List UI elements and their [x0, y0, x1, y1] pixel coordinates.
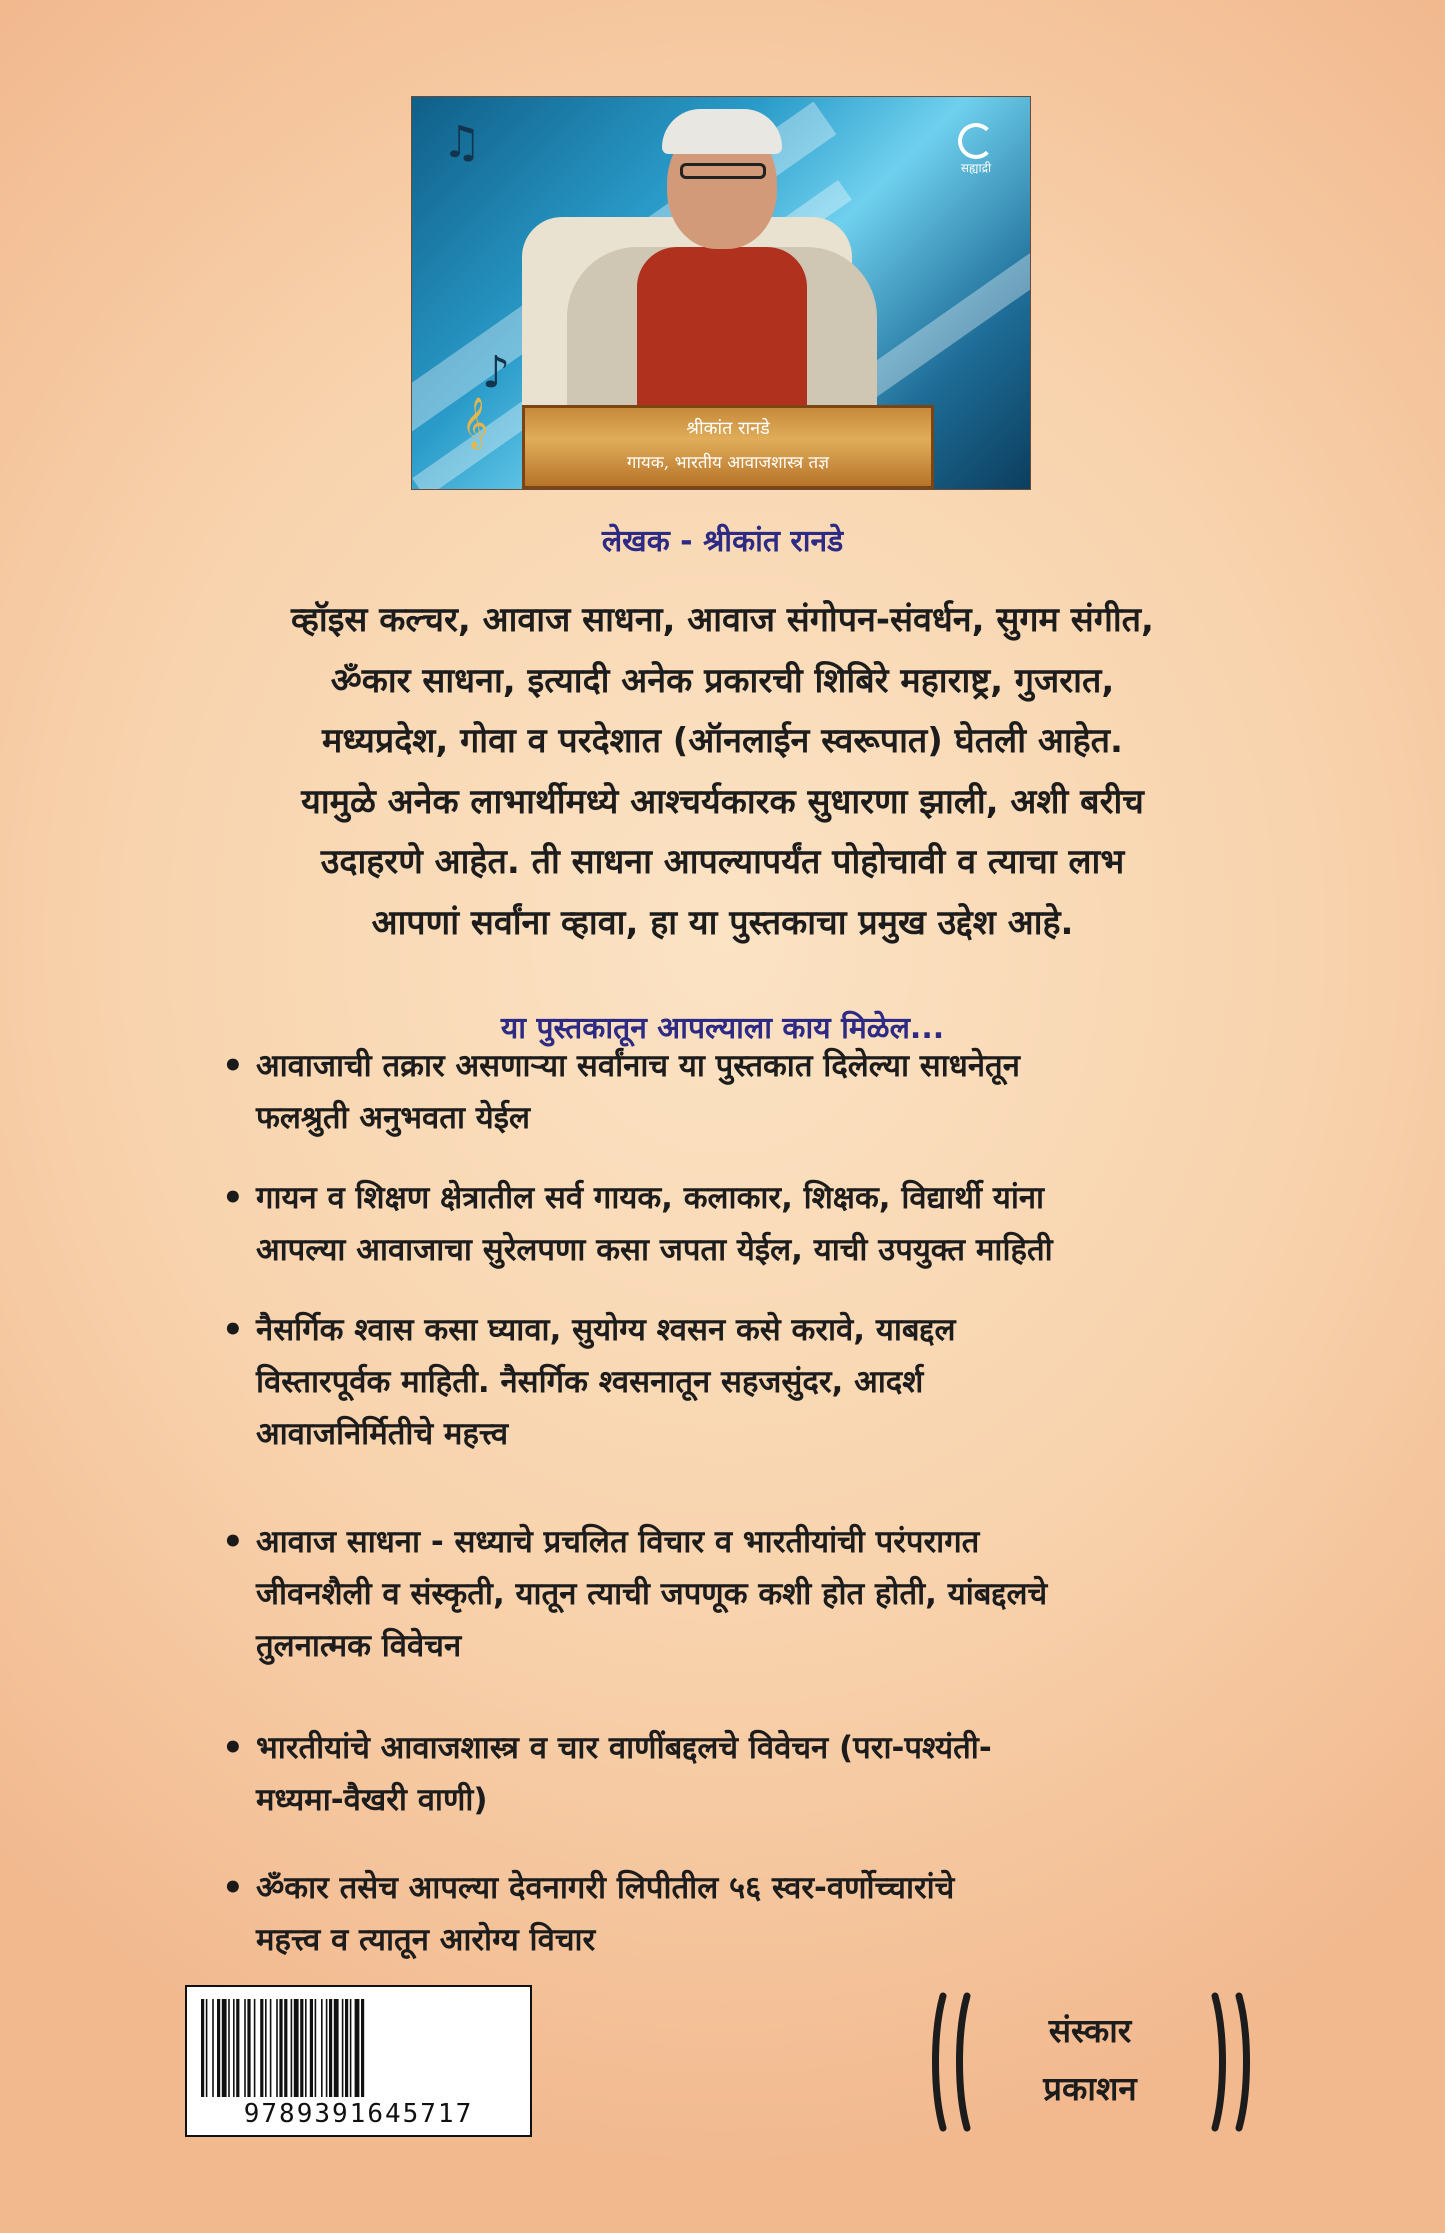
- barcode-bar: [342, 1999, 344, 2097]
- barcode-bar: [201, 1999, 204, 2097]
- barcode-bar: [206, 1999, 208, 2097]
- list-item-line: आवाज साधना - सध्याचे प्रचलित विचार व भारतीयांची परंपरागत: [256, 1524, 980, 1560]
- barcode-bar: [233, 1999, 235, 2097]
- publisher-name-line1: संस्कार: [1048, 2011, 1132, 2050]
- bullet-icon: •: [222, 1868, 244, 1908]
- barcode-bar: [355, 1999, 360, 2097]
- list-item: [222, 1516, 1242, 1672]
- barcode-bar: [345, 1999, 348, 2097]
- barcode-bar: [310, 1999, 313, 2097]
- barcode-bar: [276, 1999, 278, 2097]
- channel-logo-text: सह्याद्री: [960, 161, 992, 175]
- barcode-bar: [236, 1999, 239, 2097]
- barcode-bar: [270, 1999, 272, 2097]
- barcode-bar: [291, 1999, 293, 2097]
- barcode-bar: [300, 1999, 303, 2097]
- barcode-bar: [329, 1999, 332, 2097]
- list-item-line: फलश्रुती अनुभवता येईल: [256, 1100, 530, 1136]
- bullet-icon: •: [222, 1178, 244, 1218]
- barcode-bar: [222, 1999, 227, 2097]
- music-note-icon: ♪: [482, 347, 511, 398]
- list-item: [222, 1304, 1242, 1460]
- bullet-icon: •: [222, 1310, 244, 1350]
- barcode-bar: [321, 1999, 323, 2097]
- barcode-bar: [265, 1999, 267, 2097]
- channel-logo: [946, 123, 1006, 183]
- list-item-line: विस्तारपूर्वक माहिती. नैसर्गिक श्वसनातून सहजसुंदर, आदर्श: [256, 1364, 924, 1400]
- doordarshan-logo-icon: [958, 123, 994, 159]
- barcode-bar: [260, 1999, 263, 2097]
- barcode-bar: [334, 1999, 339, 2097]
- list-item-line: जीवनशैली व संस्कृती, यातून त्याची जपणूक कशी होत होती, यांबद्दलचे: [256, 1576, 1048, 1612]
- bullet-icon: •: [222, 1046, 244, 1086]
- barcode-bar: [284, 1999, 287, 2097]
- caption-role: गायक, भारतीय आवाजशास्त्र तज्ञ: [626, 453, 830, 473]
- isbn-barcode: [185, 1985, 532, 2137]
- barcode-bar: [217, 1999, 220, 2097]
- list-item-line: भारतीयांचे आवाजशास्त्र व चार वाणींबद्दलचे विवेचन (परा-पश्यंती-: [256, 1730, 992, 1766]
- barcode-bar: [212, 1999, 214, 2097]
- list-item-line: आपल्या आवाजाचा सुरेलपणा कसा जपता येईल, याची उपयुक्त माहिती: [256, 1232, 1053, 1268]
- list-item: [222, 1172, 1242, 1276]
- caption-name: श्रीकांत रानडे: [686, 418, 770, 439]
- name-caption-plate: [522, 405, 934, 489]
- barcode-bar: [361, 1999, 364, 2097]
- list-item: [222, 1862, 1242, 1966]
- intro-line: व्हॉइस कल्चर, आवाज साधना, आवाज संगोपन-संवर्धन, सुगम संगीत,: [291, 600, 1154, 640]
- music-note-icon: ♫: [442, 117, 482, 168]
- benefits-heading: या पुस्तकातून आपल्याला काय मिळेल...: [500, 1011, 945, 1046]
- barcode-bar: [315, 1999, 317, 2097]
- person-hair: [662, 109, 782, 154]
- list-item: [222, 1040, 1242, 1144]
- barcode-bar: [326, 1999, 328, 2097]
- barcode-bar: [305, 1999, 307, 2097]
- author-photo: [411, 96, 1031, 490]
- barcode-bar: [228, 1999, 230, 2097]
- intro-paragraph: [150, 590, 1295, 953]
- isbn-digits: 9789391645717: [243, 2099, 474, 2129]
- barcode-bars-icon: [201, 1999, 517, 2097]
- right-double-bar-icon: [1187, 1992, 1257, 2132]
- list-item-line: तुलनात्मक विवेचन: [256, 1628, 462, 1664]
- author-line: लेखक - श्रीकांत रानडे: [601, 524, 844, 559]
- list-item-line: महत्त्व व त्यातून आरोग्य विचार: [256, 1922, 596, 1958]
- treble-clef-icon: 𝄞: [462, 397, 489, 448]
- barcode-bar: [279, 1999, 282, 2097]
- publisher-name-line2: प्रकाशन: [1043, 2069, 1137, 2108]
- list-item-line: आवाजनिर्मितीचे महत्त्व: [256, 1416, 509, 1452]
- intro-line: मध्यप्रदेश, गोवा व परदेशात (ऑनलाईन स्वरूपात) घेतली आहेत.: [322, 721, 1123, 761]
- intro-line: ॐकार साधना, इत्यादी अनेक प्रकारची शिबिरे महाराष्ट्र, गुजरात,: [330, 660, 1115, 701]
- list-item-line: नैसर्गिक श्वास कसा घ्यावा, सुयोग्य श्वसन कसे करावे, याबद्दल: [256, 1312, 956, 1348]
- list-item: [222, 1722, 1242, 1826]
- glasses-icon: [680, 163, 766, 179]
- barcode-bar: [350, 1999, 352, 2097]
- list-item-line: मध्यमा-वैखरी वाणी): [256, 1782, 488, 1818]
- intro-line: उदाहरणे आहेत. ती साधना आपल्यापर्यंत पोहोचावी व त्याचा लाभ: [320, 842, 1125, 882]
- barcode-bar: [294, 1999, 299, 2097]
- intro-line: आपणां सर्वांना व्हावा, हा या पुस्तकाचा प्रमुख उद्देश आहे.: [371, 902, 1074, 943]
- barcode-bar: [244, 1999, 246, 2097]
- barcode-bar: [254, 1999, 256, 2097]
- list-item-line: गायन व शिक्षण क्षेत्रातील सर्व गायक, कलाकार, शिक्षक, विद्यार्थी यांना: [256, 1180, 1045, 1216]
- list-item-line: आवाजाची तक्रार असणाऱ्या सर्वांनाच या पुस्तकात दिलेल्या साधनेतून: [256, 1048, 1020, 1084]
- barcode-bar: [247, 1999, 250, 2097]
- intro-line: यामुळे अनेक लाभार्थीमध्ये आश्चर्यकारक सुधारणा झाली, अशी बरीच: [301, 781, 1144, 822]
- publisher-logo: [925, 1992, 1255, 2132]
- bullet-icon: •: [222, 1728, 244, 1768]
- list-item-line: ॐकार तसेच आपल्या देवनागरी लिपीतील ५६ स्वर-वर्णोच्चारांचे: [256, 1870, 955, 1906]
- bullet-icon: •: [222, 1522, 244, 1562]
